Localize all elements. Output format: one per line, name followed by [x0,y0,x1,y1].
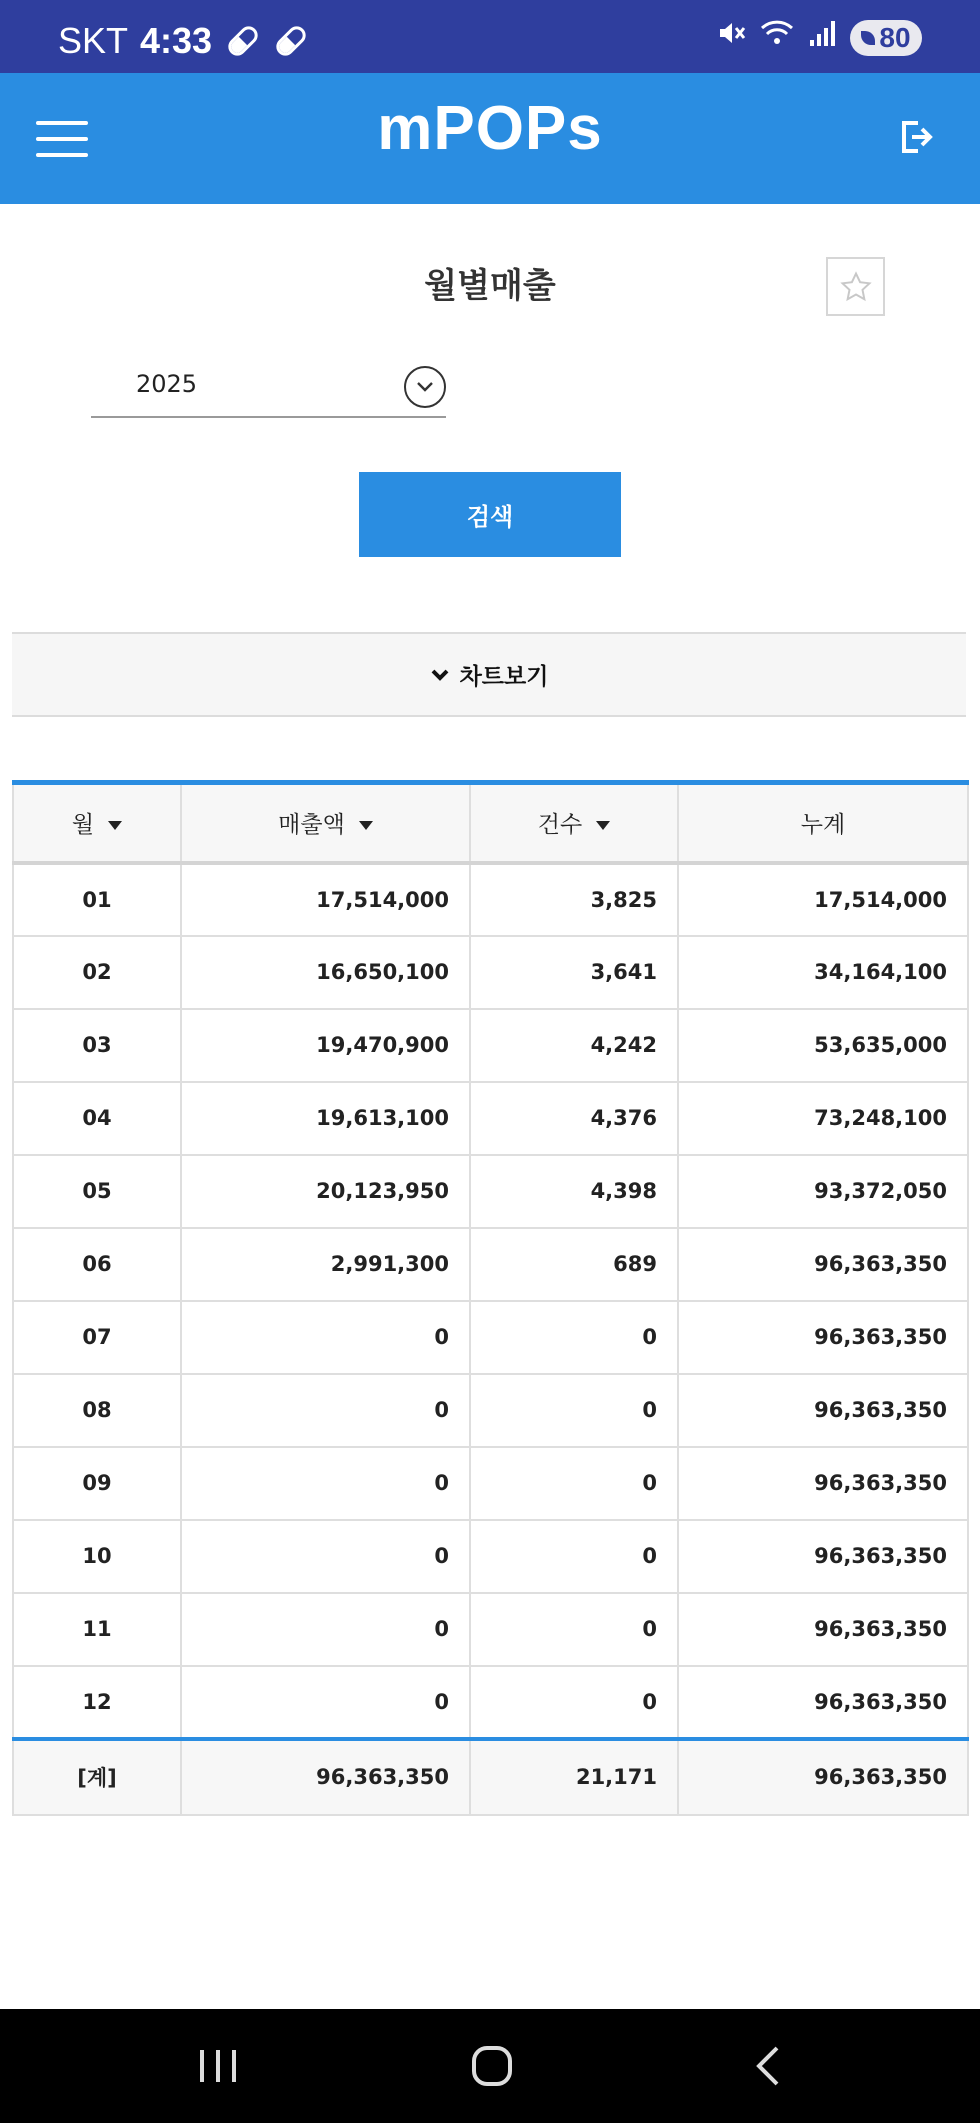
cell-sales: 19,470,900 [181,1009,470,1082]
cell-sales: 19,613,100 [181,1082,470,1155]
cell-count: 0 [470,1666,678,1739]
cell-month: 02 [13,936,181,1009]
cell-month: 03 [13,1009,181,1082]
cell-cumulative: 53,635,000 [678,1009,968,1082]
table-row [13,1228,968,1301]
app-logo: mPOPs [377,94,603,163]
table-row [13,1009,968,1082]
year-select[interactable] [91,360,446,418]
search-button[interactable]: 검색 [359,472,621,557]
sort-down-icon [596,821,610,830]
total-count: 21,171 [470,1739,678,1815]
cell-month: 10 [13,1520,181,1593]
page-title: 월별매출 [424,266,556,306]
cell-cumulative: 96,363,350 [678,1228,968,1301]
table-row [13,936,968,1009]
cell-count: 0 [470,1301,678,1374]
cell-cumulative: 96,363,350 [678,1520,968,1593]
cell-month: 09 [13,1447,181,1520]
table-row [13,1593,968,1666]
cell-cumulative: 34,164,100 [678,936,968,1009]
cell-month: 05 [13,1155,181,1228]
table-body [13,863,968,1739]
cell-sales: 17,514,000 [181,863,470,936]
mute-icon [716,18,746,57]
chevron-down-circle-icon [404,366,446,408]
system-nav-bar [0,2009,980,2123]
power-save-icon [861,31,875,45]
header-count[interactable]: 건수 [470,783,678,863]
cell-month: 11 [13,1593,181,1666]
table-row [13,1447,968,1520]
carrier-label: SKT [58,20,129,61]
logout-icon[interactable] [896,117,936,157]
wifi-icon [760,18,794,57]
cell-sales: 0 [181,1520,470,1593]
star-icon [839,270,873,304]
cell-month: 08 [13,1374,181,1447]
cell-count: 689 [470,1228,678,1301]
cell-cumulative: 96,363,350 [678,1593,968,1666]
cell-cumulative: 93,372,050 [678,1155,968,1228]
table-row [13,863,968,936]
cell-cumulative: 96,363,350 [678,1374,968,1447]
monthly-sales-table [12,780,969,1816]
total-cumulative: 96,363,350 [678,1739,968,1815]
pill-icon [273,23,310,60]
cell-count: 4,376 [470,1082,678,1155]
status-bar [0,0,980,73]
cell-count: 3,825 [470,863,678,936]
table-row [13,1666,968,1739]
chevron-down-icon [430,667,450,683]
status-right [716,18,922,57]
table-header-row [13,783,968,863]
total-sales: 96,363,350 [181,1739,470,1815]
cell-cumulative: 96,363,350 [678,1447,968,1520]
table-row [13,1155,968,1228]
cell-sales: 0 [181,1666,470,1739]
cell-cumulative: 17,514,000 [678,863,968,936]
cell-sales: 0 [181,1374,470,1447]
chart-toggle[interactable] [12,632,966,717]
pill-icon [225,23,262,60]
status-left [58,20,308,62]
table-row [13,1374,968,1447]
battery-level: 80 [879,21,911,53]
cell-month: 12 [13,1666,181,1739]
cell-sales: 0 [181,1447,470,1520]
header-cumulative: 누계 [678,783,968,863]
cell-sales: 16,650,100 [181,936,470,1009]
signal-icon [808,18,836,57]
cell-month: 04 [13,1082,181,1155]
app-header [0,73,980,204]
cell-month: 06 [13,1228,181,1301]
cell-sales: 2,991,300 [181,1228,470,1301]
cell-cumulative: 96,363,350 [678,1301,968,1374]
chart-toggle-label: 차트보기 [459,664,549,690]
clock: 4:33 [140,20,213,61]
cell-count: 0 [470,1447,678,1520]
sort-down-icon [108,821,122,830]
cell-count: 3,641 [470,936,678,1009]
cell-count: 0 [470,1374,678,1447]
cell-count: 4,398 [470,1155,678,1228]
total-label: [계] [13,1739,181,1815]
cell-sales: 0 [181,1301,470,1374]
cell-cumulative: 96,363,350 [678,1666,968,1739]
cell-cumulative: 73,248,100 [678,1082,968,1155]
cell-month: 07 [13,1301,181,1374]
header-month[interactable]: 월 [13,783,181,863]
header-sales[interactable]: 매출액 [181,783,470,863]
cell-sales: 0 [181,1593,470,1666]
table-row [13,1301,968,1374]
home-icon[interactable] [432,2009,552,2123]
table-row [13,1520,968,1593]
cell-count: 0 [470,1593,678,1666]
table-row [13,1082,968,1155]
table-total-row [13,1739,968,1815]
cell-count: 0 [470,1520,678,1593]
year-value: 2025 [136,370,198,398]
sort-down-icon [359,821,373,830]
cell-month: 01 [13,863,181,936]
cell-sales: 20,123,950 [181,1155,470,1228]
favorite-button[interactable] [826,257,885,316]
cell-count: 4,242 [470,1009,678,1082]
back-icon[interactable] [708,2009,828,2123]
recent-apps-icon[interactable] [158,2009,278,2123]
battery-indicator [850,20,922,56]
